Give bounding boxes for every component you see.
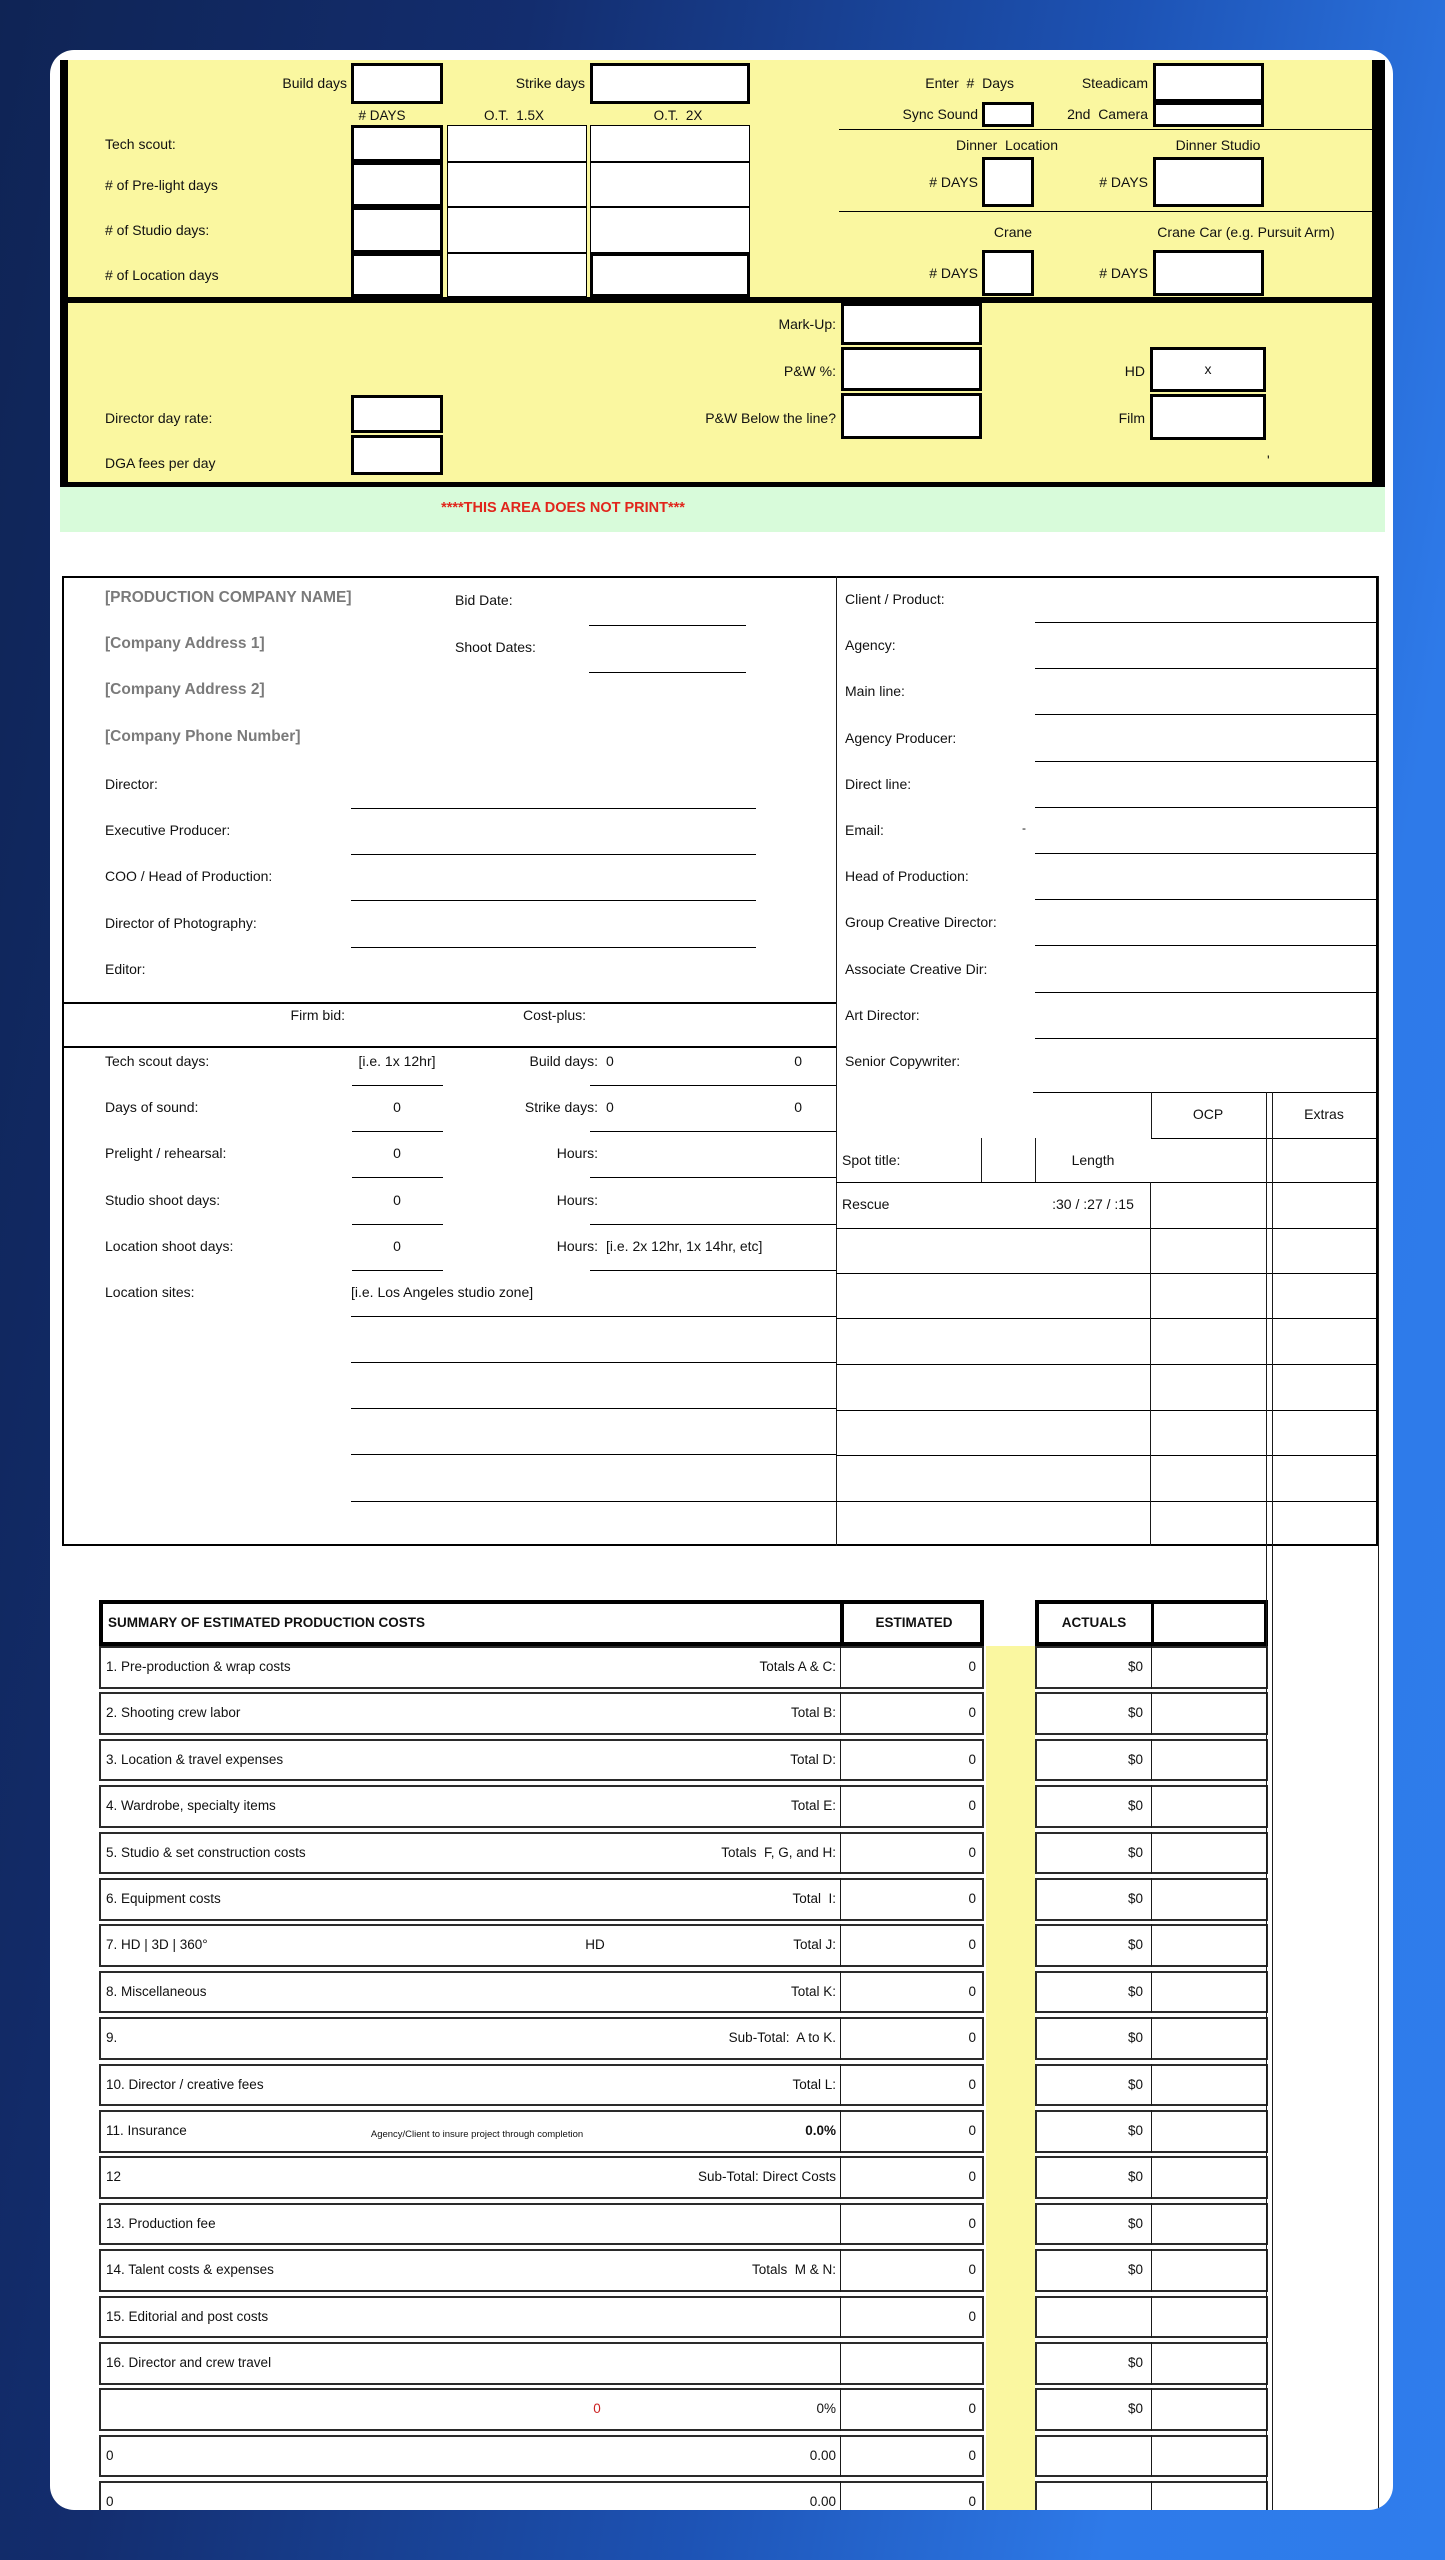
crew-field[interactable] bbox=[351, 808, 756, 809]
summary-row-act-divider bbox=[1151, 1878, 1152, 1921]
agency-side-label: Email: bbox=[845, 822, 884, 838]
bid-type-rule-top bbox=[62, 1002, 836, 1004]
summary-row-est-divider bbox=[840, 2481, 841, 2510]
crew-label: COO / Head of Production: bbox=[105, 868, 273, 885]
location-sites-label: Location sites: bbox=[105, 1284, 195, 1300]
schedule-field[interactable] bbox=[352, 1177, 443, 1178]
director-rate-label: Director day rate: bbox=[105, 410, 213, 426]
agency-side-label: Client / Product: bbox=[845, 591, 945, 607]
dga-label: DGA fees per day bbox=[105, 455, 216, 471]
schedule-value: 0 bbox=[393, 1099, 401, 1116]
spot-length-value: :30 / :27 / :15 bbox=[1052, 1196, 1134, 1212]
summary-row-total-label: Totals F, G, and H: bbox=[721, 1844, 836, 1860]
pw-label: P&W %: bbox=[783, 363, 836, 379]
crane-days-cell[interactable] bbox=[982, 250, 1034, 296]
agency-side-field[interactable] bbox=[1035, 992, 1378, 993]
summary-actuals-cell[interactable]: $0 bbox=[1127, 2030, 1143, 2046]
summary-row-est-divider bbox=[840, 2064, 841, 2107]
agency-side-label: Head of Production: bbox=[845, 868, 969, 885]
crew-label: Executive Producer: bbox=[105, 822, 231, 839]
schedule-field[interactable] bbox=[352, 1224, 443, 1225]
days-label: # DAYS bbox=[929, 174, 978, 190]
markup-label: Mark-Up: bbox=[778, 316, 836, 332]
second-camera-cell[interactable] bbox=[1153, 102, 1264, 127]
np-ot15-cell[interactable] bbox=[447, 253, 587, 297]
summary-row-act-divider bbox=[1151, 2296, 1152, 2339]
summary-actuals-cell[interactable]: $0 bbox=[1127, 1844, 1143, 1860]
np-ot15-cell[interactable] bbox=[447, 162, 587, 207]
agency-side-label: Art Director: bbox=[845, 1006, 920, 1023]
schedule-right-value: 0 bbox=[606, 1053, 614, 1069]
np-row-label: Tech scout: bbox=[105, 135, 176, 152]
summary-row-act-divider bbox=[1151, 1692, 1152, 1735]
grid-line-page-right bbox=[1378, 576, 1379, 2510]
summary-row-note: Agency/Client to insure project through completion bbox=[370, 2129, 584, 2140]
np-ot15-cell[interactable] bbox=[447, 125, 587, 162]
summary-row-est-divider bbox=[840, 1646, 841, 1689]
summary-row-desc: 0 bbox=[106, 2494, 114, 2510]
dga-cell[interactable] bbox=[351, 435, 443, 475]
summary-row-desc: 9. bbox=[106, 2030, 118, 2046]
summary-row-act-divider bbox=[1151, 2435, 1152, 2478]
summary-row-act-divider bbox=[1151, 1924, 1152, 1967]
summary-row-act-divider bbox=[1151, 2064, 1152, 2107]
extra-location-field[interactable] bbox=[351, 1362, 836, 1363]
summary-yellow-band bbox=[986, 1646, 1035, 2510]
crane-label: Crane bbox=[993, 224, 1033, 240]
summary-row-desc: 5. Studio & set construction costs bbox=[106, 1844, 306, 1860]
summary-row-est-divider bbox=[840, 1971, 841, 2014]
summary-estimated-cell[interactable]: 0 bbox=[968, 2169, 976, 2185]
summary-row-desc: 3. Location & travel expenses bbox=[106, 1751, 284, 1767]
spot-grid-row-line bbox=[836, 1318, 1378, 1319]
summary-row-desc: 1. Pre-production & wrap costs bbox=[106, 1659, 291, 1674]
summary-row-act-divider bbox=[1151, 1785, 1152, 1828]
film-cell[interactable] bbox=[1150, 394, 1266, 440]
summary-row-act-divider bbox=[1151, 2203, 1152, 2246]
summary-actuals-header: ACTUALS bbox=[1061, 1615, 1127, 1630]
summary-row-act-divider bbox=[1151, 1739, 1152, 1782]
spot-title-value: Rescue bbox=[842, 1196, 890, 1212]
bid-form-center-divider bbox=[836, 576, 837, 1546]
summary-row-total-label: Total D: bbox=[790, 1751, 836, 1767]
summary-row-total-label: Total B: bbox=[790, 1705, 836, 1721]
spot-cell-line bbox=[981, 1138, 982, 1182]
summary-estimated-cell[interactable]: 0 bbox=[968, 1798, 976, 1814]
summary-actuals-cell[interactable]: $0 bbox=[1127, 2215, 1143, 2231]
schedule-right-field[interactable] bbox=[590, 1270, 836, 1271]
schedule-right-label: Hours: bbox=[556, 1191, 598, 1208]
np-days-cell[interactable] bbox=[351, 125, 443, 162]
np-col-header: O.T. 1.5X bbox=[483, 108, 545, 123]
schedule-right-label: Strike days: bbox=[524, 1099, 598, 1116]
summary-row-est-divider bbox=[840, 2249, 841, 2292]
spot-row-bottom bbox=[836, 1182, 1378, 1183]
np-right-border bbox=[1372, 60, 1385, 487]
markup-cell[interactable] bbox=[841, 303, 982, 345]
extras-header: Extras bbox=[1304, 1106, 1344, 1122]
summary-row-desc: 12 bbox=[106, 2169, 122, 2185]
schedule-value: 0 bbox=[393, 1145, 401, 1162]
schedule-value: 0 bbox=[393, 1191, 401, 1208]
crane-car-days-cell[interactable] bbox=[1153, 250, 1264, 296]
np-row-label: # of Location days bbox=[105, 267, 219, 283]
np-ot2-cell[interactable] bbox=[590, 125, 750, 162]
np-ot2-cell[interactable] bbox=[590, 207, 750, 253]
ocp-cell-left bbox=[1151, 1092, 1152, 1138]
np-days-cell[interactable] bbox=[351, 162, 443, 207]
days-label: # DAYS bbox=[1099, 265, 1148, 281]
summary-row-desc: 2. Shooting crew labor bbox=[106, 1705, 241, 1721]
summary-row-left-box bbox=[99, 2481, 984, 2510]
summary-estimated-cell[interactable]: 0 bbox=[968, 1844, 976, 1860]
grid-line-ocp-right bbox=[1266, 1092, 1267, 2510]
steadicam-label: Steadicam bbox=[1081, 75, 1148, 91]
summary-estimated-cell[interactable]: 0 bbox=[968, 2401, 976, 2417]
spot-row-bottom bbox=[836, 1228, 1378, 1229]
schedule-right-value: [i.e. 2x 12hr, 1x 14hr, etc] bbox=[606, 1237, 763, 1254]
schedule-right-label: Hours: bbox=[556, 1145, 598, 1162]
summary-header-divider bbox=[840, 1600, 844, 1646]
summary-row-total-label: Total J: bbox=[793, 1937, 836, 1953]
summary-row-est-divider bbox=[840, 1832, 841, 1875]
schedule-field[interactable] bbox=[352, 1131, 443, 1132]
np-right-rule bbox=[839, 211, 1375, 212]
summary-row-left-box bbox=[99, 2203, 984, 2246]
summary-row-est-divider bbox=[840, 2017, 841, 2060]
spot-grid-row-line bbox=[836, 1364, 1378, 1365]
summary-row-desc: 0 bbox=[106, 2447, 114, 2463]
summary-row-mid-label: HD bbox=[585, 1937, 605, 1953]
summary-row-total-label: Total K: bbox=[790, 1983, 836, 1999]
email-dash: - bbox=[1022, 821, 1026, 835]
bid-type-rule-bottom bbox=[62, 1046, 836, 1048]
summary-row-desc: 8. Miscellaneous bbox=[106, 1983, 207, 1999]
crew-label: Editor: bbox=[105, 960, 146, 977]
dinner-studio-days-cell[interactable] bbox=[1153, 157, 1264, 207]
days-label: # DAYS bbox=[929, 265, 978, 281]
summary-actuals-cell[interactable]: $0 bbox=[1127, 1983, 1143, 1999]
second-camera-label: 2nd Camera bbox=[1067, 106, 1148, 122]
non-print-strip bbox=[60, 487, 1385, 532]
summary-row-total-label: 0% bbox=[816, 2401, 836, 2417]
schedule-field[interactable] bbox=[352, 1085, 443, 1086]
schedule-label: Location shoot days: bbox=[105, 1237, 234, 1254]
enter-days-label: Enter # Days bbox=[925, 75, 1014, 91]
np-row-label: # of Studio days: bbox=[105, 222, 210, 238]
summary-row-desc: 16. Director and crew travel bbox=[106, 2355, 272, 2370]
summary-row-act-divider bbox=[1151, 1832, 1152, 1875]
bid-date-label: Bid Date: bbox=[455, 592, 513, 608]
summary-actuals-cell[interactable]: $0 bbox=[1127, 1659, 1143, 1674]
summary-actuals-cell[interactable]: $0 bbox=[1127, 2169, 1143, 2185]
schedule-far-value: 0 bbox=[794, 1053, 802, 1069]
spot-title-label: Spot title: bbox=[842, 1152, 901, 1168]
firm-bid-label: Firm bid: bbox=[290, 1007, 345, 1023]
company-info-label: [Company Address 2] bbox=[105, 681, 265, 699]
ocp-header: OCP bbox=[1192, 1106, 1224, 1122]
summary-row-act-divider bbox=[1151, 2249, 1152, 2292]
summary-estimated-cell[interactable]: 0 bbox=[968, 2308, 976, 2324]
company-info-label: [Company Phone Number] bbox=[105, 727, 301, 745]
strike-days-label: Strike days bbox=[515, 75, 585, 91]
summary-row-percent: 0.0% bbox=[805, 2123, 836, 2138]
length-header: Length bbox=[1071, 1152, 1115, 1168]
tick-mark: ' bbox=[1267, 452, 1270, 468]
schedule-value: 0 bbox=[393, 1237, 401, 1254]
summary-row-left-box bbox=[99, 2435, 984, 2478]
summary-row-act-divider bbox=[1151, 2388, 1152, 2431]
summary-row-act-divider bbox=[1151, 2017, 1152, 2060]
np-col-header: # DAYS bbox=[358, 108, 406, 123]
schedule-label: Tech scout days: bbox=[105, 1053, 210, 1069]
extra-location-field[interactable] bbox=[351, 1454, 836, 1455]
crew-field[interactable] bbox=[351, 854, 756, 855]
summary-estimated-cell[interactable]: 0 bbox=[968, 2123, 976, 2138]
agency-side-field[interactable] bbox=[1035, 668, 1378, 669]
summary-actuals-cell[interactable]: $0 bbox=[1127, 2401, 1143, 2417]
summary-estimated-cell[interactable]: 0 bbox=[968, 2494, 976, 2510]
agency-side-field[interactable] bbox=[1035, 622, 1378, 623]
agency-side-field[interactable] bbox=[1035, 714, 1378, 715]
summary-actuals-cell[interactable]: $0 bbox=[1127, 1937, 1143, 1953]
agency-side-field[interactable] bbox=[1035, 945, 1378, 946]
agency-side-label: Agency Producer: bbox=[845, 729, 957, 746]
np-col-header: O.T. 2X bbox=[653, 108, 703, 123]
bid-date-field[interactable] bbox=[589, 625, 746, 626]
summary-row-est-divider bbox=[840, 2388, 841, 2431]
summary-row-act-divider bbox=[1151, 2481, 1152, 2510]
extra-location-field[interactable] bbox=[351, 1501, 836, 1502]
location-sites-field[interactable] bbox=[351, 1316, 836, 1317]
schedule-right-field[interactable] bbox=[590, 1224, 836, 1225]
summary-row-est-divider bbox=[840, 1924, 841, 1967]
spot-cell-line bbox=[1035, 1138, 1036, 1182]
summary-row-desc: 13. Production fee bbox=[106, 2215, 216, 2231]
summary-actuals-cell[interactable]: $0 bbox=[1127, 2355, 1143, 2370]
non-print-notice: ****THIS AREA DOES NOT PRINT*** bbox=[441, 500, 685, 516]
np-ot15-cell[interactable] bbox=[447, 207, 587, 253]
company-info-label: [Company Address 1] bbox=[105, 635, 265, 653]
schedule-field[interactable] bbox=[352, 1270, 443, 1271]
hd-label: HD bbox=[1124, 363, 1145, 379]
summary-row-desc: 6. Equipment costs bbox=[106, 1891, 221, 1906]
spot-grid-row-line bbox=[836, 1410, 1378, 1411]
summary-row-est-divider bbox=[840, 1785, 841, 1828]
steadicam-cell[interactable] bbox=[1153, 63, 1264, 102]
schedule-right-field[interactable] bbox=[590, 1131, 836, 1132]
crew-field[interactable] bbox=[351, 900, 756, 901]
summary-row-total-label: Totals M & N: bbox=[751, 2262, 836, 2278]
np-days-cell[interactable] bbox=[351, 253, 443, 297]
schedule-right-label: Build days: bbox=[529, 1053, 598, 1069]
hd-value: x bbox=[1204, 361, 1212, 377]
grid-line-extras-left bbox=[1272, 1092, 1273, 2510]
summary-row-left-box bbox=[99, 2017, 984, 2060]
summary-estimated-cell[interactable]: 0 bbox=[968, 2030, 976, 2046]
summary-estimated-cell[interactable]: 0 bbox=[968, 1983, 976, 1999]
pw-below-cell[interactable] bbox=[841, 393, 982, 439]
schedule-label: Prelight / rehearsal: bbox=[105, 1145, 227, 1162]
summary-row-est-divider bbox=[840, 2296, 841, 2339]
summary-row-est-divider bbox=[840, 1878, 841, 1921]
summary-title: SUMMARY OF ESTIMATED PRODUCTION COSTS bbox=[108, 1615, 426, 1630]
summary-estimated-header: ESTIMATED bbox=[875, 1615, 953, 1630]
pw-below-label: P&W Below the line? bbox=[705, 410, 836, 426]
summary-row-total-label: Total E: bbox=[790, 1798, 836, 1814]
summary-row-est-divider bbox=[840, 2110, 841, 2153]
schedule-right-label: Hours: bbox=[556, 1237, 598, 1254]
summary-row-total-label: Sub-Total: A to K. bbox=[728, 2030, 836, 2046]
summary-estimated-cell[interactable]: 0 bbox=[968, 1891, 976, 1906]
agency-side-field[interactable] bbox=[1035, 761, 1378, 762]
summary-row-total-label: Total I: bbox=[792, 1891, 836, 1906]
spot-grid-top-rule bbox=[1033, 1092, 1378, 1093]
summary-actuals-divider bbox=[1151, 1600, 1154, 1646]
shoot-dates-label: Shoot Dates: bbox=[455, 639, 536, 655]
np-ot2-cell[interactable] bbox=[590, 253, 750, 297]
agency-side-label: Agency: bbox=[845, 637, 896, 654]
crew-field[interactable] bbox=[351, 947, 756, 948]
summary-estimated-cell[interactable]: 0 bbox=[968, 2076, 976, 2092]
spreadsheet-page bbox=[50, 50, 1393, 2510]
summary-row-desc: 15. Editorial and post costs bbox=[106, 2308, 269, 2324]
summary-row-desc: 14. Talent costs & expenses bbox=[106, 2262, 274, 2278]
strike-days-cell[interactable] bbox=[590, 63, 750, 104]
days-label: # DAYS bbox=[1099, 174, 1148, 190]
schedule-right-field[interactable] bbox=[590, 1085, 836, 1086]
summary-estimated-cell[interactable]: 0 bbox=[968, 1659, 976, 1674]
summary-actuals-cell[interactable]: $0 bbox=[1127, 1891, 1143, 1906]
agency-side-label: Main line: bbox=[845, 683, 905, 700]
summary-row-left-box bbox=[99, 1971, 984, 2014]
summary-estimated-cell[interactable]: 0 bbox=[968, 2447, 976, 2463]
spot-grid-row-line bbox=[836, 1455, 1378, 1456]
dinner-studio-label: Dinner Studio bbox=[1175, 137, 1261, 153]
crane-car-label: Crane Car (e.g. Pursuit Arm) bbox=[1157, 224, 1335, 240]
summary-estimated-cell[interactable]: 0 bbox=[968, 2215, 976, 2231]
schedule-far-value: 0 bbox=[794, 1099, 802, 1116]
summary-row-est-divider bbox=[840, 2435, 841, 2478]
summary-row-desc: 7. HD | 3D | 360° bbox=[106, 1937, 208, 1953]
summary-row-left-box bbox=[99, 1878, 984, 1921]
summary-actuals-cell[interactable]: $0 bbox=[1127, 2123, 1143, 2138]
crew-label: Director: bbox=[105, 776, 158, 792]
summary-row-total-label: Total L: bbox=[792, 2076, 836, 2092]
summary-row-left-box bbox=[99, 2388, 984, 2431]
summary-row-est-divider bbox=[840, 2203, 841, 2246]
summary-row-act-divider bbox=[1151, 2110, 1152, 2153]
np-days-cell[interactable] bbox=[351, 207, 443, 253]
summary-row-left-box bbox=[99, 2156, 984, 2199]
bid-form-box bbox=[62, 576, 1378, 1546]
film-label: Film bbox=[1118, 410, 1145, 426]
summary-row-desc: 11. Insurance bbox=[106, 2123, 187, 2138]
ocp-header-bottom bbox=[1151, 1138, 1378, 1139]
summary-row-act-divider bbox=[1151, 2342, 1152, 2385]
agency-side-label: Associate Creative Dir: bbox=[845, 960, 988, 977]
np-row-label: # of Pre-light days bbox=[105, 176, 218, 193]
summary-row-act-divider bbox=[1151, 1646, 1152, 1689]
schedule-right-field[interactable] bbox=[590, 1177, 836, 1178]
agency-side-field[interactable] bbox=[1035, 853, 1378, 854]
summary-row-act-divider bbox=[1151, 1971, 1152, 2014]
summary-row-total-label: 0.00 bbox=[809, 2447, 836, 2463]
schedule-label: Studio shoot days: bbox=[105, 1191, 221, 1208]
summary-estimated-cell[interactable]: 0 bbox=[968, 1751, 976, 1767]
dinner-location-days-cell[interactable] bbox=[982, 157, 1034, 207]
summary-actuals-cell[interactable]: $0 bbox=[1127, 2262, 1143, 2278]
summary-actuals-cell[interactable]: $0 bbox=[1127, 1751, 1143, 1767]
summary-estimated-cell[interactable]: 0 bbox=[968, 1705, 976, 1721]
summary-row-est-divider bbox=[840, 1692, 841, 1735]
dinner-location-label: Dinner Location bbox=[956, 137, 1058, 153]
cost-plus-label: Cost-plus: bbox=[523, 1007, 587, 1023]
summary-estimated-cell[interactable]: 0 bbox=[968, 2262, 976, 2278]
agency-side-label: Direct line: bbox=[845, 775, 912, 792]
summary-row-red-value: 0 bbox=[593, 2401, 601, 2417]
crew-label: Director of Photography: bbox=[105, 914, 257, 931]
summary-row-desc: 10. Director / creative fees bbox=[106, 2076, 264, 2092]
summary-actuals-cell[interactable]: $0 bbox=[1127, 2076, 1143, 2092]
summary-row-act-divider bbox=[1151, 2156, 1152, 2199]
np-right-rule bbox=[839, 129, 1375, 130]
np-divider-thick bbox=[68, 297, 1375, 303]
extra-location-field[interactable] bbox=[351, 1408, 836, 1409]
summary-estimated-cell[interactable]: 0 bbox=[968, 1937, 976, 1953]
schedule-right-value: 0 bbox=[606, 1099, 614, 1116]
build-days-label: Build days bbox=[282, 75, 347, 91]
summary-actuals-cell[interactable]: $0 bbox=[1127, 1705, 1143, 1721]
spot-grid-col-line bbox=[1150, 1182, 1151, 1546]
summary-row-left-box bbox=[99, 1924, 984, 1967]
shoot-dates-field[interactable] bbox=[589, 672, 746, 673]
agency-side-field[interactable] bbox=[1035, 807, 1378, 808]
summary-row-est-divider bbox=[840, 2156, 841, 2199]
spot-grid-row-line bbox=[836, 1501, 1378, 1502]
summary-row-desc: 4. Wardrobe, specialty items bbox=[106, 1798, 276, 1814]
summary-row-total-label: Totals A & C: bbox=[759, 1659, 836, 1674]
agency-side-label: Group Creative Director: bbox=[845, 914, 997, 931]
summary-row-total-label: 0.00 bbox=[809, 2494, 836, 2510]
summary-row-total-label: Sub-Total: Direct Costs bbox=[697, 2169, 836, 2185]
agency-side-label: Senior Copywriter: bbox=[845, 1053, 961, 1069]
schedule-label: Days of sound: bbox=[105, 1099, 199, 1116]
summary-row-est-divider bbox=[840, 1739, 841, 1782]
pw-cell[interactable] bbox=[841, 347, 982, 391]
sync-sound-cell[interactable] bbox=[982, 102, 1034, 127]
spot-grid-row-line bbox=[836, 1273, 1378, 1274]
np-left-border bbox=[60, 60, 68, 487]
summary-actuals-cell[interactable]: $0 bbox=[1127, 1798, 1143, 1814]
sync-sound-label: Sync Sound bbox=[902, 106, 978, 122]
schedule-value: [i.e. 1x 12hr] bbox=[358, 1053, 436, 1069]
build-days-cell[interactable] bbox=[351, 63, 443, 104]
agency-side-field[interactable] bbox=[1035, 899, 1378, 900]
company-info-label: [PRODUCTION COMPANY NAME] bbox=[105, 589, 352, 606]
summary-row-est-divider bbox=[840, 2342, 841, 2385]
director-rate-cell[interactable] bbox=[351, 395, 443, 433]
location-sites-value: [i.e. Los Angeles studio zone] bbox=[351, 1284, 534, 1300]
agency-side-field[interactable] bbox=[1035, 1038, 1378, 1039]
np-ot2-cell[interactable] bbox=[590, 162, 750, 207]
